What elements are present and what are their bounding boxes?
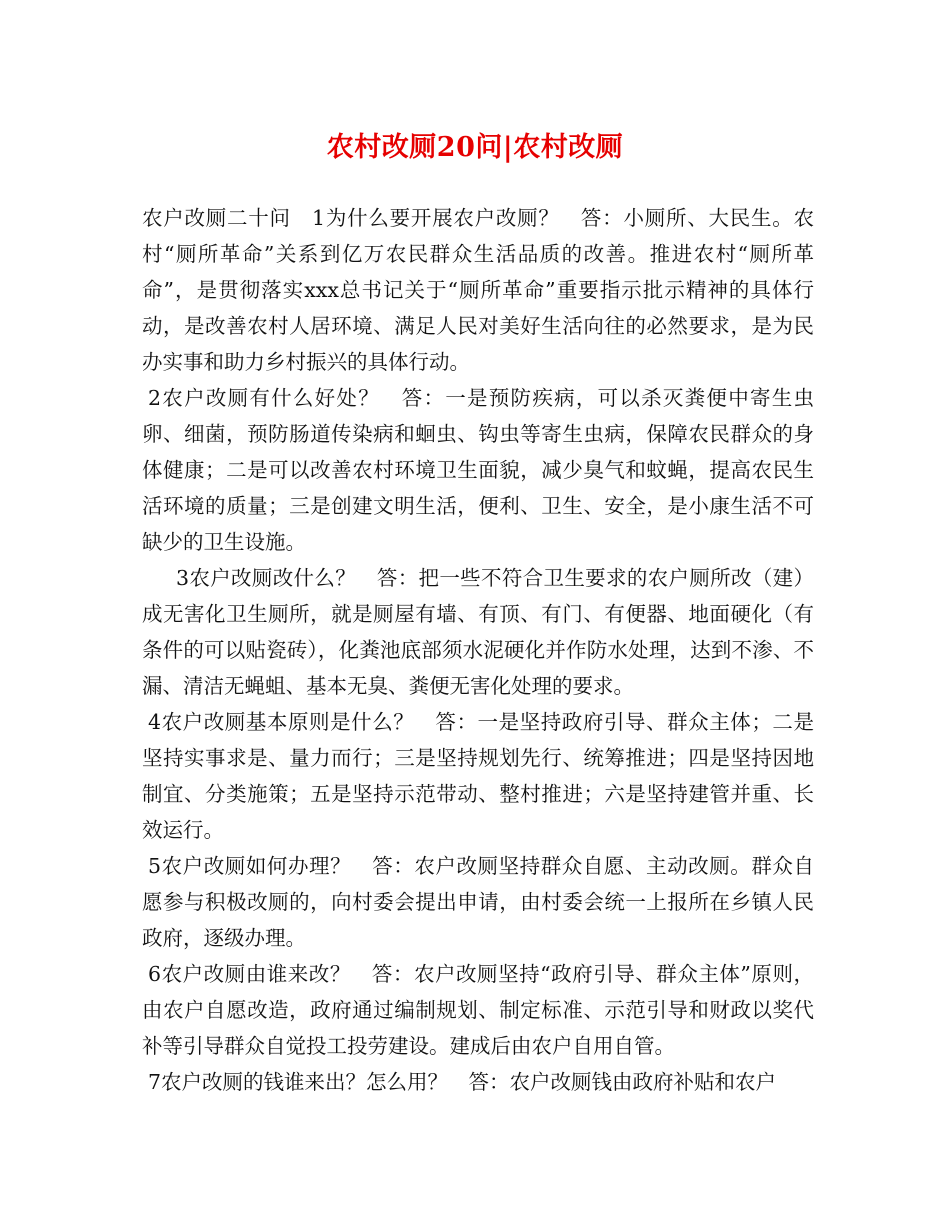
paragraph-5: 5农户改厕如何办理？ 答：农户改厕坚持群众自愿、主动改厕。群众自愿参与积极改厕的，向村委会提出申请，由村委会统一上报所在乡镇人民政府，逐级办理。: [142, 854, 814, 950]
paragraph-6: 6农户改厕由谁来改？ 答：农户改厕坚持“政府引导、群众主体”原则，由农户自愿改造，政府通过编制规划、制定标准、示范引导和财政以奖代补等引导群众自觉投工投劳建设。建成后由农户自用自管。: [142, 962, 814, 1058]
paragraph-7: 7农户改厕的钱谁来出？怎么用？ 答：农户改厕钱由政府补贴和农户: [148, 1070, 777, 1094]
paragraph-4: 4农户改厕基本原则是什么？ 答：一是坚持政府引导、群众主体；二是坚持实事求是、量力而行；三是坚持规划先行、统筹推进；四是坚持因地制宜、分类施策；五是坚持示范带动、整村推进；六是坚持建管并重、长效运行。: [142, 710, 814, 842]
paragraph-2: 2农户改厕有什么好处？ 答：一是预防疾病，可以杀灭粪便中寄生虫卵、细菌，预防肠道传染病和蛔虫、钩虫等寄生虫病，保障农民群众的身体健康；二是可以改善农村环境卫生面貌，减少臭气和蚊蝇，提高农民生活环境的质量；三是创建文明生活，便利、卫生、安全，是小康生活不可缺少的卫生设施。: [142, 386, 814, 554]
paragraph-1: 农户改厕二十问 1为什么要开展农户改厕？ 答：小厕所、大民生。农村“厕所革命”关系到亿万农民群众生活品质的改善。推进农村“厕所革命”，是贯彻落实xxx总书记关于“厕所革命”重要指示批示精神的具体行动，是改善农村人居环境、满足人民对美好生活向往的必然要求，是为民办实事和助力乡村振兴的具体行动。: [142, 206, 814, 374]
document-title: 农村改厕20问|农村改厕: [326, 132, 624, 163]
document-body: [142, 200, 814, 1100]
paragraph-3: 3农户改厕改什么？ 答：把一些不符合卫生要求的农户厕所改（建）成无害化卫生厕所，就是厕屋有墙、有顶、有门、有便器、地面硬化（有条件的可以贴瓷砖），化粪池底部须水泥硬化并作防水处理，达到不渗、不漏、清洁无蝇蛆、基本无臭、粪便无害化处理的要求。: [142, 566, 814, 698]
